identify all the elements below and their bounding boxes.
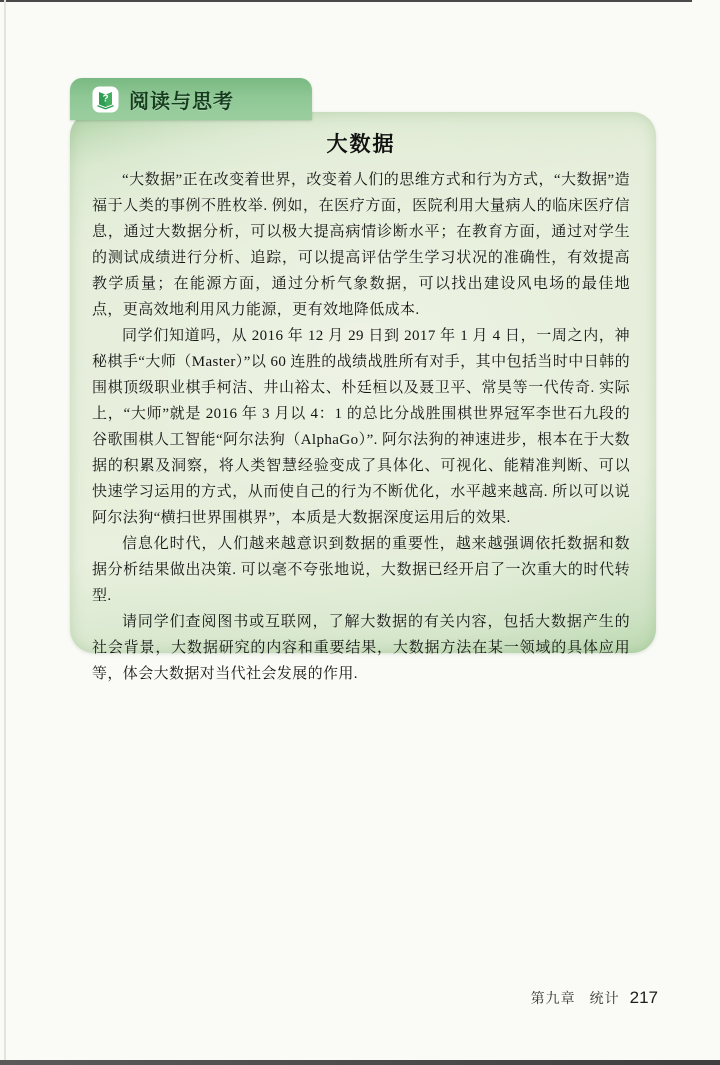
footer-chapter: 第九章 <box>530 992 576 1007</box>
panel-body <box>92 167 630 687</box>
reading-thinking-tab <box>70 78 312 120</box>
scan-edge-top <box>0 0 692 2</box>
paragraph-intro: “大数据”正在改变着世界，改变着人们的思维方式和行为方式，“大数据”造福于人类的事例不胜枚举. 例如，在医疗方面，医院利用大量病人的临床医疗信息，通过大数据分析，可以极大提高病情诊断水平；在教育方面，通过对学生的测试成绩进行分析、追踪，可以提高评估学生学习状况的准确性，有效提高教学质量；在能源方面，通过分析气象数据，可以找出建设风电场的最佳地点，更高效地利用风力能源，更有效地降低成本. <box>92 172 630 318</box>
page-footer <box>531 988 658 1008</box>
svg-text:?: ? <box>102 93 109 104</box>
panel-title: 大数据 <box>326 133 396 156</box>
footer-section: 统计 <box>589 992 620 1007</box>
scan-edge-left <box>4 0 6 1065</box>
book-question-icon <box>92 86 119 113</box>
paragraph-information-age: 信息化时代，人们越来越意识到数据的重要性，越来越强调依托数据和数据分析结果做出决策. 可以毫不夸张地说，大数据已经开启了一次重大的时代转型. <box>92 536 630 604</box>
tab-label: 阅读与思考 <box>129 90 234 113</box>
paragraph-assignment: 请同学们查阅图书或互联网，了解大数据的有关内容，包括大数据产生的社会背景，大数据研究的内容和重要结果，大数据方法在某一领域的具体应用等，体会大数据对当代社会发展的作用. <box>92 614 630 682</box>
footer-page-number: 217 <box>629 988 658 1007</box>
scan-edge-bottom <box>0 1060 720 1065</box>
paragraph-alphago: 同学们知道吗，从 2016 年 12 月 29 日到 2017 年 1 月 4 日，一周之内，神秘棋手“大师（Master）”以 60 连胜的战绩战胜所有对手，其中包括当时中日韩的围棋顶级职业棋手柯洁、井山裕太、朴廷桓以及聂卫平、常昊等一代传奇. 实际上，“大师”就是 2016 年 3 月以 4：1 的总比分战胜围棋世界冠军李世石九段的谷歌围棋人工智能“阿尔法狗（AlphaGo）”. 阿尔法狗的神速进步，根本在于大数据的积累及洞察，将人类智慧经验变成了具体化、可视化、能精准判断、可以快速学习运用的方式，从而使自己的行为不断优化，水平越来越高. 所以可以说阿尔法狗“横扫世界围棋界”，本质是大数据深度运用后的效果. <box>92 328 630 526</box>
reading-panel <box>70 112 656 682</box>
